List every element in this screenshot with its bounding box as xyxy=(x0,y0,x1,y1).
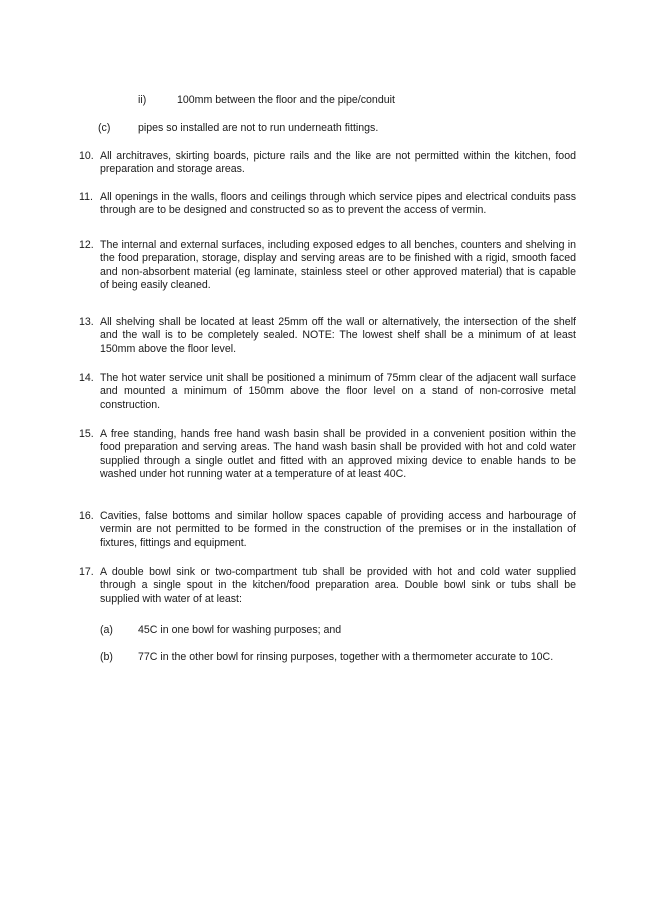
item-text: All openings in the walls, floors and ceilings through which service pipes and electrical conduits pass through are to be designed and constructed so as to prevent the access of vermin. xyxy=(100,191,576,217)
sub-item-marker: (a) xyxy=(100,624,113,636)
item-text: The hot water service unit shall be positioned a minimum of 75mm clear of the adjacent wall surface and mounted a minimum of 150mm above the floor level on a stand of non-corrosive metal construction. xyxy=(100,372,576,411)
sub-item-text: 77C in the other bowl for rinsing purposes, together with a thermometer accurate to 10C. xyxy=(138,651,554,663)
item-number: 11. xyxy=(79,191,93,203)
item-text: The internal and external surfaces, including exposed edges to all benches, counters and shelving in the food preparation, storage, display and serving areas are to be finished with a rigid, smooth faced and non-absorbent material (eg laminate, stainless steel or other approved material) that is capable of being easily cleaned. xyxy=(100,239,576,292)
item-number: 14. xyxy=(79,372,94,384)
list-item xyxy=(79,316,576,356)
list-item xyxy=(79,191,576,218)
list-item xyxy=(79,510,576,550)
list-item xyxy=(79,566,576,606)
item-number: 16. xyxy=(79,510,94,522)
item-text: A double bowl sink or two-compartment tub shall be provided with hot and cold water supplied through a single spout in the kitchen/food preparation area. Double bowl sink or tubs shall be supplied with water of at least: xyxy=(100,566,576,605)
item-text: Cavities, false bottoms and similar hollow spaces capable of providing access and harbourage of vermin are not permitted to be formed in the construction of the premises or in the installation of fixtures, fittings and equipment. xyxy=(100,510,576,549)
sub-item-text: 45C in one bowl for washing purposes; and xyxy=(138,624,342,636)
sub-item-text: pipes so installed are not to run underneath fittings. xyxy=(138,122,379,134)
list-item xyxy=(79,239,576,293)
sub-item-marker: ii) xyxy=(138,94,147,106)
item-text: All shelving shall be located at least 25mm off the wall or alternatively, the intersection of the shelf and the wall is to be completely sealed. NOTE: The lowest shelf shall be a minimum of at least 150mm above the floor level. xyxy=(100,316,576,355)
list-item xyxy=(79,372,576,412)
sub-item-marker: (b) xyxy=(100,651,113,663)
list-item xyxy=(79,428,576,482)
item-number: 13. xyxy=(79,316,94,328)
item-number: 15. xyxy=(79,428,94,440)
item-number: 10. xyxy=(79,150,94,162)
list-item xyxy=(79,150,576,177)
sub-item-text: 100mm between the floor and the pipe/conduit xyxy=(177,94,395,106)
sub-item-marker: (c) xyxy=(98,122,111,134)
item-number: 17. xyxy=(79,566,94,578)
item-text: A free standing, hands free hand wash basin shall be provided in a convenient position within the food preparation and serving areas. The hand wash basin shall be provided with hot and cold water supplied through a single outlet and fitted with an approved mixing device to enable hands to be washed under hot running water at a temperature of at least 40C. xyxy=(100,428,576,481)
item-text: All architraves, skirting boards, picture rails and the like are not permitted within the kitchen, food preparation and storage areas. xyxy=(100,150,576,176)
item-number: 12. xyxy=(79,239,94,251)
